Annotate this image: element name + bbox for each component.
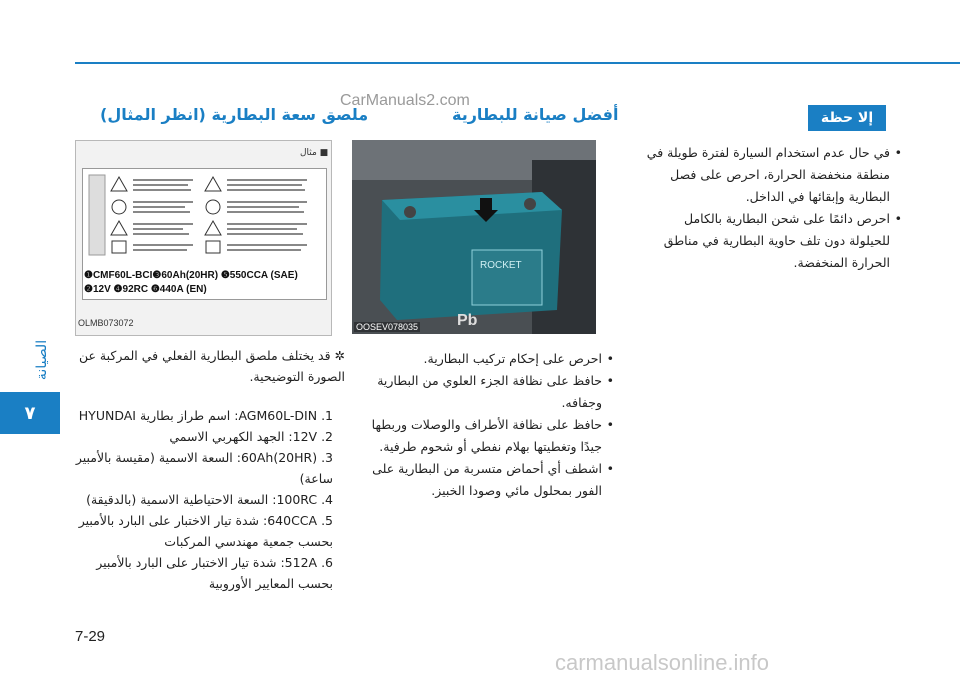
spec-item: 4. 100RC: السعة الاحتياطية الاسمية (بالدقيقة): [86, 492, 333, 507]
warning-item: • في حال عدم استخدام السيارة لفترة طويلة في منطقة منخفضة الحرارة، احرص على فصل البطارية وإبقائها في الداخل.: [640, 142, 890, 208]
spec-item: 5. 640CCA: شدة تيار الاختبار على البارد بالأمبير بحسب جمعية مهندسي المركبات: [78, 513, 333, 549]
label-caption: OLMB073072: [78, 318, 134, 328]
spec-item: 1. AGM60L-DIN: اسم طراز بطارية HYUNDAI: [78, 408, 333, 423]
label-note: ✲ قد يختلف ملصق البطارية الفعلي في المركبة عن الصورة التوضيحية.: [78, 348, 345, 384]
photo-caption: OOSEV078035: [356, 322, 419, 332]
spec-item: 2. 12V: الجهد الكهربي الاسمي: [169, 429, 333, 444]
sticker-spec-line-1: ❶CMF60L-BCI❸60Ah(20HR) ❺550CCA (SAE): [84, 270, 298, 281]
spec-item: 3. 60Ah(20HR): السعة الاسمية (مقيسة بالأمبير ساعة): [75, 450, 333, 486]
warning-item: • احرص دائمًا على شحن البطارية بالكامل للحيلولة دون تلف حاوية البطارية في مناطق الحرارة المنخفضة.: [640, 208, 890, 274]
section-title-battery-care: أفضل صيانة للبطارية: [452, 105, 619, 124]
section-title-battery-label: ملصق سعة البطارية (انظر المثال): [100, 105, 369, 124]
care-tip-item: • حافظ على نظافة الأطراف والوصلات وربطها جيدًا وتغطيتها بهلام نفطي أو شحوم طرفية.: [350, 414, 602, 458]
care-tip-item: • حافظ على نظافة الجزء العلوي من البطارية وجفافه.: [350, 370, 602, 414]
watermark-bottom: carmanualsonline.info: [555, 650, 770, 675]
warning-list: [640, 142, 902, 274]
page-number: 7-29: [75, 628, 106, 645]
svg-text:ROCKET: ROCKET: [480, 260, 522, 271]
care-tips-list: [350, 348, 614, 502]
warning-badge: إلا حظة: [808, 105, 886, 131]
care-tip-item: • اشطف أي أحماض متسربة من البطارية على الفور بمحلول مائي وصودا الخبيز.: [350, 458, 602, 502]
spec-item: 6. 512A: شدة تيار الاختبار على البارد بالأمبير بحسب المعايير الأوروبية: [96, 555, 333, 591]
care-tip-item: • احرص على إحكام تركيب البطارية.: [350, 348, 602, 370]
battery-illustration: [352, 140, 596, 334]
battery-photo: [352, 140, 596, 334]
watermark-top: CarManuals2.com: [340, 92, 470, 109]
chapter-tab[interactable]: ٧: [0, 392, 60, 434]
example-tag: ■ مثال: [300, 148, 329, 158]
spec-list: [75, 405, 333, 594]
svg-text:Pb: Pb: [457, 312, 478, 329]
header-rule: [75, 62, 960, 64]
section-side-label: الصيانة: [34, 339, 51, 381]
sticker-spec-line-2: ❷12V ❹92RC ❻440A (EN): [84, 284, 207, 295]
